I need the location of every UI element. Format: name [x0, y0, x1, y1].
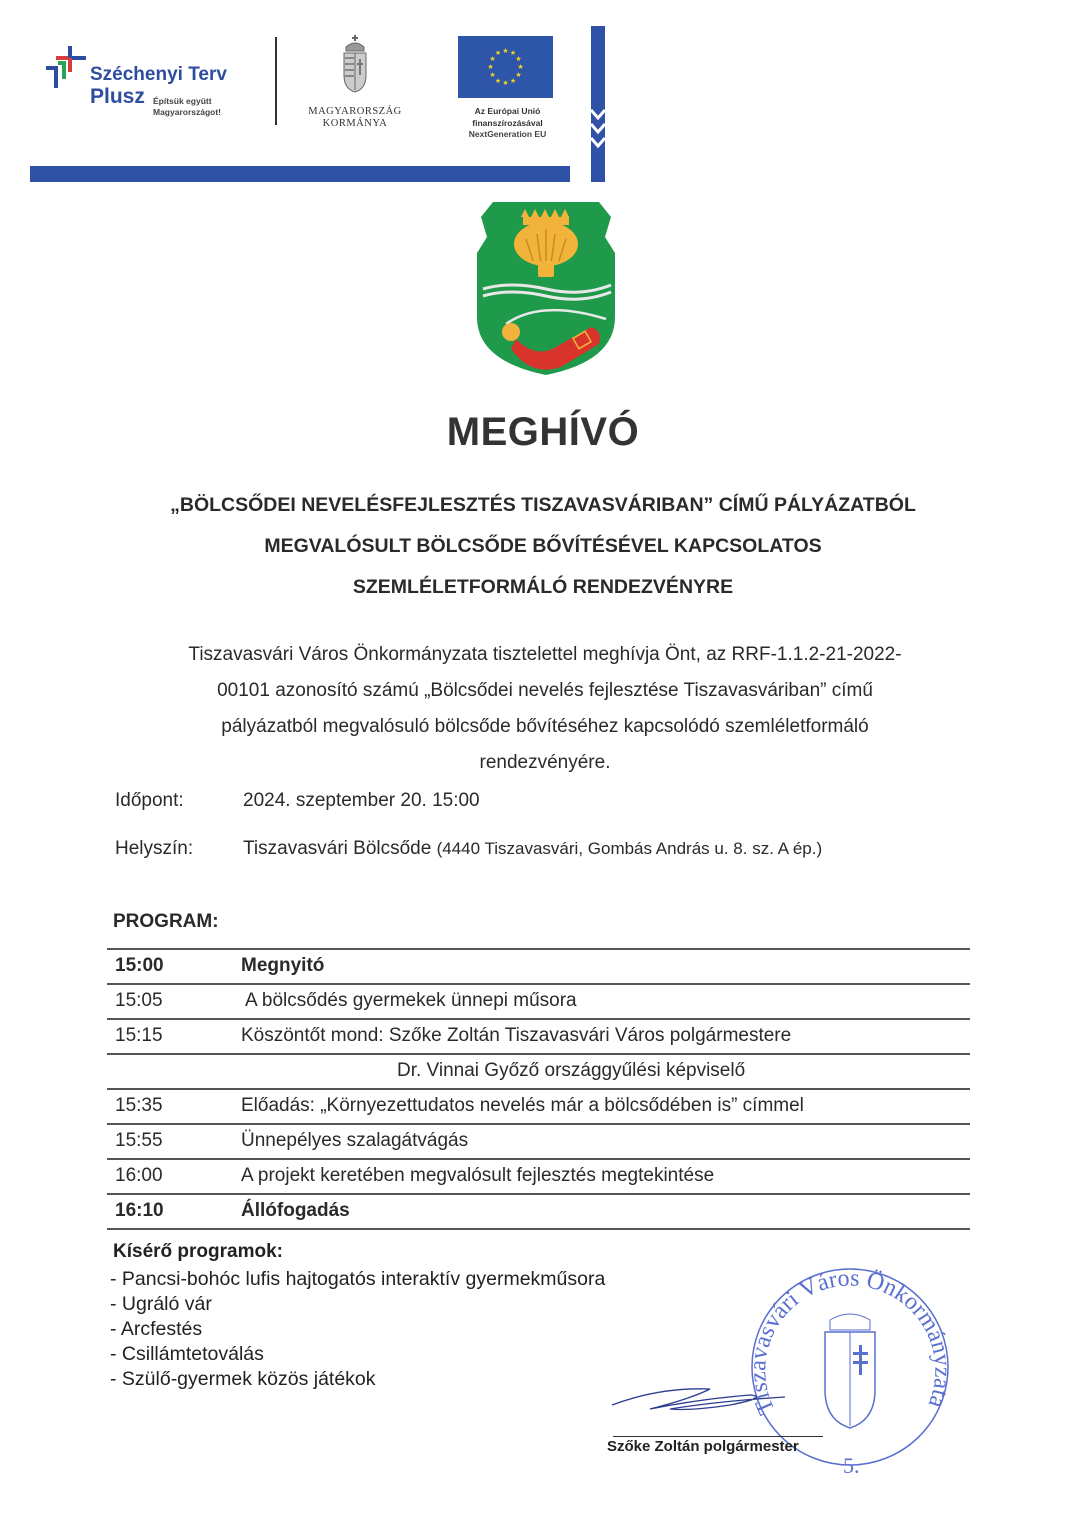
- program-description: A bölcsődés gyermekek ünnepi műsora: [245, 990, 577, 1011]
- program-description: Állófogadás: [241, 1200, 350, 1221]
- list-item: - Csillámtetoválás: [110, 1343, 264, 1365]
- list-item: - Szülő-gyermek közös játékok: [110, 1368, 376, 1390]
- program-heading: PROGRAM:: [113, 911, 219, 932]
- program-time: 15:55: [115, 1130, 163, 1151]
- tiszavasvari-coat-of-arms-icon: [471, 199, 621, 377]
- list-item: - Pancsi-bohóc lufis hajtogatós interaktív gyermekműsora: [110, 1268, 606, 1290]
- eu-flag-icon: [458, 36, 553, 98]
- handwritten-signature: [610, 1375, 850, 1425]
- invitation-text: Tiszavasvári Város Önkormányzata tisztelettel meghívja Önt, az RRF-1.1.2-21-2022- 00101 azonosító számú „Bölcsődei nevelés fejlesztése Tiszavasváriban” című pályázatból megvalósuló bölcsőde bővítéséhez kapcsolódó szemléletformáló rendezvényére.: [188, 644, 902, 773]
- svg-text:★: ★: [489, 71, 496, 79]
- location-label: Helyszín:: [115, 838, 194, 859]
- svg-text:★: ★: [494, 77, 502, 85]
- svg-text:★: ★: [489, 55, 496, 63]
- header-divider: [275, 37, 277, 125]
- location-value: Tiszavasvári Bölcsőde: [243, 838, 432, 859]
- hungarian-crest-icon: [340, 35, 370, 93]
- eu-funding-label: Az Európai Unió finanszírozásával NextGeneration EU: [468, 106, 547, 139]
- svg-text:5.: 5.: [843, 1453, 860, 1475]
- event-location-row: [115, 838, 822, 860]
- program-row: [107, 1193, 970, 1230]
- program-row: [107, 1088, 970, 1123]
- svg-text:★: ★: [502, 47, 509, 55]
- svg-text:★: ★: [509, 77, 517, 85]
- program-row: [107, 1158, 970, 1193]
- szechenyi-plusz: Plusz: [90, 85, 145, 108]
- svg-text:★: ★: [515, 71, 522, 79]
- program-row: [107, 983, 970, 1018]
- program-description: A projekt keretében megvalósult fejlesztés megtekintése: [241, 1165, 715, 1186]
- header-banner: [0, 0, 1086, 190]
- szechenyi-title: Széchenyi Terv: [90, 64, 227, 85]
- event-subtitle: „BÖLCSŐDEI NEVELÉSFEJLESZTÉS TISZAVASVÁRIBAN” CÍMŰ PÁLYÁZATBÓL MEGVALÓSULT BÖLCSŐDE BŐVÍTÉSÉVEL KAPCSOLATOS SZEMLÉLETFORMÁLÓ RENDEZVÉNYRE: [170, 494, 916, 598]
- program-row: [107, 948, 970, 983]
- program-row: [107, 1123, 970, 1158]
- szechenyi-slogan: Építsük együtt Magyarországot!: [153, 96, 222, 117]
- chevrons-right-icon: ›››: [522, 165, 531, 185]
- svg-text:★: ★: [509, 49, 517, 57]
- svg-text:★: ★: [502, 79, 509, 87]
- event-time-row: [115, 790, 480, 812]
- program-description: Ünnepélyes szalagátvágás: [241, 1130, 469, 1151]
- time-label: Időpont:: [115, 790, 184, 811]
- program-time: 15:15: [115, 1025, 163, 1046]
- list-item: - Arcfestés: [110, 1318, 203, 1340]
- location-address: (4440 Tiszavasvári, Gombás András u. 8. sz. A ép.): [436, 839, 823, 858]
- program-row: [107, 1018, 970, 1053]
- program-table: [107, 948, 970, 1230]
- program-description: Előadás: „Környezettudatos nevelés már a bölcsődében is” címmel: [241, 1095, 804, 1116]
- header-blue-vertical-bar: [591, 26, 605, 182]
- program-description: Köszöntőt mond: Szőke Zoltán Tiszavasvári Város polgármestere: [241, 1025, 792, 1046]
- program-time: 15:05: [115, 990, 163, 1011]
- chevrons-down-icon: [590, 108, 606, 158]
- time-value: 2024. szeptember 20. 15:00: [243, 790, 480, 811]
- page-title: MEGHÍVÓ: [446, 410, 640, 454]
- side-programs-heading: Kísérő programok:: [113, 1241, 283, 1262]
- header-blue-bar: [30, 166, 570, 182]
- side-programs-list: [110, 1267, 605, 1392]
- program-time: 16:00: [115, 1165, 163, 1186]
- program-time: 15:00: [115, 955, 164, 976]
- svg-text:Tiszavasvári Város Önkormányza: Tiszavasvári Város Önkormányzata: [745, 1265, 955, 1419]
- list-item: - Ugráló vár: [110, 1293, 212, 1315]
- svg-text:★: ★: [517, 63, 524, 71]
- program-row: [107, 1053, 970, 1088]
- signature-line: [613, 1436, 823, 1437]
- svg-text:★: ★: [494, 49, 502, 57]
- program-time: 16:10: [115, 1200, 164, 1221]
- program-time: 15:35: [115, 1095, 163, 1116]
- signatory-name: Szőke Zoltán polgármester: [607, 1438, 799, 1455]
- government-label: MAGYARORSZÁG KORMÁNYA: [308, 106, 402, 129]
- svg-text:★: ★: [515, 55, 522, 63]
- program-description: Megnyitó: [241, 955, 325, 976]
- svg-text:★: ★: [487, 63, 494, 71]
- program-description: Dr. Vinnai Győző országgyűlési képviselő: [397, 1060, 746, 1081]
